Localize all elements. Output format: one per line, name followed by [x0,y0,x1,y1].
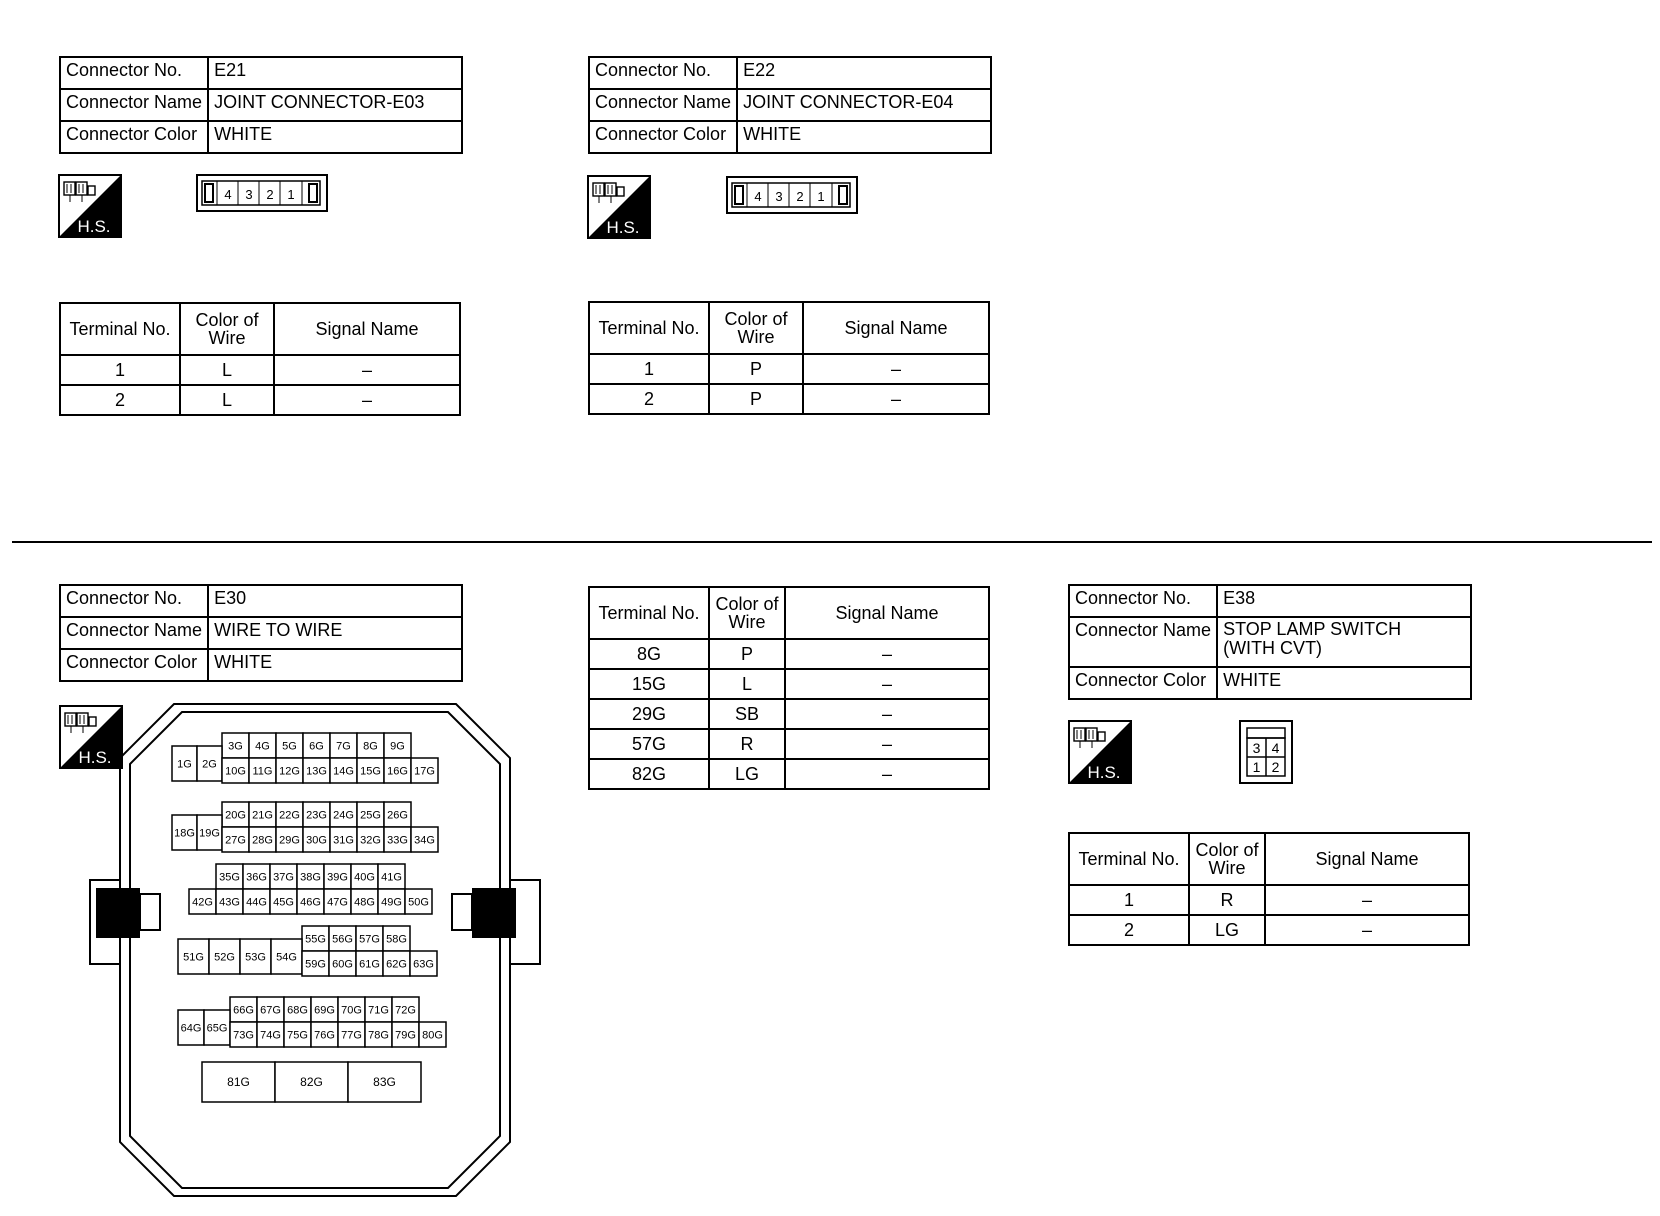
wire-cell: SB [709,699,785,729]
connector-name-value: WIRE TO WIRE [208,617,462,649]
cavity-label: 65G [206,1022,228,1035]
table-row [589,384,989,414]
cavity-label: 23G [306,809,327,822]
pin-label: 1 [287,187,295,202]
table-row [589,729,989,759]
signal-name-header: Signal Name [274,303,460,355]
cavity-label: 45G [273,896,294,909]
connector-no-value: E38 [1217,585,1471,617]
wire-cell: LG [709,759,785,789]
table-row [60,385,460,415]
cavity-label: 73G [233,1029,254,1042]
connector-no-label: Connector No. [60,57,208,89]
pin-label: 3 [1252,740,1261,756]
cavity-label: 24G [333,809,354,822]
connector-no-label: Connector No. [60,585,208,617]
pin-label: 1 [1252,759,1261,775]
cavity-label: 40G [354,871,375,884]
pin-label: 4 [1271,740,1280,756]
signal-cell: – [274,355,460,385]
connector-no-value: E22 [737,57,991,89]
wire-cell: LG [1189,915,1265,945]
color-of-wire-header: Color of Wire [709,302,803,354]
cavity-label: 51G [183,951,204,964]
cavity-label: 43G [219,896,240,909]
e21-hs-symbol [58,174,122,243]
cavity-label: 33G [387,834,408,847]
harness-side-icon [58,174,122,238]
cavity-label: 46G [300,896,321,909]
signal-cell: – [785,729,989,759]
cavity-label: 68G [287,1004,308,1017]
wire-cell: P [709,639,785,669]
e38-terminal-table [1068,832,1470,946]
cavity-label: 67G [260,1004,281,1017]
e22-connector-face [726,176,858,214]
wire-cell: P [709,384,803,414]
cavity-label: 55G [305,933,326,946]
cavity-label: 12G [279,765,300,778]
cavity-label: 62G [386,958,407,971]
connector-name-line2: (WITH CVT) [1223,638,1323,658]
cavity-label: 20G [225,809,246,822]
cavity-label: 57G [359,933,380,946]
cavity-label: 83G [373,1075,396,1089]
e21-info-table [59,56,463,154]
cavity-label: 4G [255,740,270,753]
table-row [1069,885,1469,915]
connector-no-value: E21 [208,57,462,89]
signal-cell: – [274,385,460,415]
connector-name-value: JOINT CONNECTOR-E03 [208,89,462,121]
cavity-label: 75G [287,1029,308,1042]
terminal-cell: 2 [60,385,180,415]
color-of-wire-header: Color of Wire [709,587,785,639]
terminal-no-header: Terminal No. [60,303,180,355]
terminal-cell: 15G [589,669,709,699]
cavity-label: 53G [245,951,266,964]
connector-color-label: Connector Color [60,649,208,681]
pin-label: 2 [266,187,274,202]
cavity-label: 35G [219,871,240,884]
cavity-label: 61G [359,958,380,971]
cavity-label: 31G [333,834,354,847]
cavity-label: 63G [413,958,434,971]
cavity-label: 18G [174,827,195,840]
cavity-label: 27G [225,834,246,847]
hs-label: H.S. [78,748,112,767]
connector-name-value: JOINT CONNECTOR-E04 [737,89,991,121]
cavity-label: 50G [408,896,429,909]
terminal-no-header: Terminal No. [1069,833,1189,885]
cavity-label: 49G [381,896,402,909]
e30-connector-face [86,700,558,1200]
wire-cell: L [180,385,274,415]
cavity-label: 15G [360,765,381,778]
cavity-label: 11G [252,765,273,778]
cavity-label: 76G [314,1029,335,1042]
cavity-label: 58G [386,933,407,946]
signal-cell: – [785,759,989,789]
pin-label: 4 [754,189,762,204]
cavity-label: 19G [199,827,220,840]
terminal-cell: 1 [1069,885,1189,915]
table-row [589,639,989,669]
pin-label: 4 [224,187,232,202]
e22-info-table [588,56,992,154]
cavity-label: 2G [202,758,217,771]
signal-name-header: Signal Name [1265,833,1469,885]
section-divider [12,541,1652,543]
cavity-label: 78G [368,1029,389,1042]
signal-cell: – [785,699,989,729]
terminal-cell: 82G [589,759,709,789]
signal-cell: – [1265,915,1469,945]
terminal-no-header: Terminal No. [589,587,709,639]
connector-name-value [1217,617,1471,667]
cavity-label: 13G [306,765,327,778]
cavity-label: 52G [214,951,235,964]
e38-hs-symbol [1068,720,1132,789]
cavity-label: 74G [260,1029,281,1042]
e21-connector-face [196,174,328,212]
terminal-cell: 1 [60,355,180,385]
harness-side-icon [587,175,651,239]
cavity-label: 34G [414,834,435,847]
wire-cell: R [1189,885,1265,915]
table-row [589,354,989,384]
cavity-label: 21G [252,809,273,822]
cavity-label: 32G [360,834,381,847]
connector-color-label: Connector Color [1069,667,1217,699]
signal-cell: – [785,639,989,669]
cavity-label: 36G [246,871,267,884]
cavity-label: 69G [314,1004,335,1017]
cavity-label: 81G [227,1075,250,1089]
cavity-label: 3G [228,740,243,753]
connector-color-value: WHITE [1217,667,1471,699]
cavity-label: 39G [327,871,348,884]
connector-color-value: WHITE [737,121,991,153]
hs-label: H.S. [77,217,111,236]
signal-cell: – [803,354,989,384]
cavity-label: 6G [309,740,324,753]
cavity-label: 72G [395,1004,416,1017]
table-row [589,699,989,729]
cavity-label: 64G [180,1022,202,1035]
cavity-label: 16G [387,765,408,778]
cavity-label: 56G [332,933,353,946]
cavity-label: 79G [395,1029,416,1042]
terminal-cell: 1 [589,354,709,384]
e30-terminal-table [588,586,990,790]
cavity-label: 9G [390,740,405,753]
terminal-cell: 57G [589,729,709,759]
table-row [1069,915,1469,945]
terminal-no-header: Terminal No. [589,302,709,354]
connector-no-label: Connector No. [1069,585,1217,617]
color-of-wire-header: Color of Wire [1189,833,1265,885]
connector-no-value: E30 [208,585,462,617]
connector-color-label: Connector Color [589,121,737,153]
cavity-label: 48G [354,896,375,909]
terminal-cell: 2 [1069,915,1189,945]
e22-terminal-table [588,301,990,415]
signal-name-header: Signal Name [803,302,989,354]
cavity-label: 37G [273,871,294,884]
pin-label: 3 [775,189,783,204]
connector-color-value: WHITE [208,121,462,153]
signal-name-header: Signal Name [785,587,989,639]
cavity-label: 29G [279,834,300,847]
cavity-label: 8G [363,740,378,753]
e38-connector-face [1239,720,1293,784]
terminal-cell: 8G [589,639,709,669]
pin-label: 1 [817,189,825,204]
pin-label: 3 [245,187,253,202]
cavity-label: 14G [333,765,354,778]
cavity-label: 71G [368,1004,389,1017]
cavity-label: 44G [246,896,267,909]
connector-name-line1: STOP LAMP SWITCH [1223,619,1402,639]
connector-name-label: Connector Name [60,89,208,121]
cavity-label: 25G [360,809,381,822]
e21-terminal-table [59,302,461,416]
cavity-label: 41G [381,871,402,884]
terminal-cell: 29G [589,699,709,729]
cavity-label: 82G [300,1075,323,1089]
cavity-label: 60G [332,958,353,971]
table-row [60,355,460,385]
cavity-label: 47G [327,896,348,909]
cavity-label: 38G [300,871,321,884]
wire-cell: R [709,729,785,759]
e38-info-table [1068,584,1472,700]
color-of-wire-header: Color of Wire [180,303,274,355]
harness-side-icon [1068,720,1132,784]
connector-name-label: Connector Name [589,89,737,121]
terminal-cell: 2 [589,384,709,414]
wire-cell: L [180,355,274,385]
cavity-label: 1G [177,758,192,771]
cavity-label: 7G [336,740,351,753]
pin-label: 2 [796,189,804,204]
hs-label: H.S. [606,218,640,237]
signal-cell: – [785,669,989,699]
cavity-label: 42G [192,896,213,909]
hs-label: H.S. [1087,763,1121,782]
wire-cell: L [709,669,785,699]
cavity-label: 30G [306,834,327,847]
signal-cell: – [1265,885,1469,915]
pin-label: 2 [1271,759,1280,775]
cavity-label: 80G [422,1029,443,1042]
connector-color-value: WHITE [208,649,462,681]
connector-name-label: Connector Name [60,617,208,649]
signal-cell: – [803,384,989,414]
connector-no-label: Connector No. [589,57,737,89]
e22-hs-symbol [587,175,651,244]
table-row [589,669,989,699]
connector-color-label: Connector Color [60,121,208,153]
cavity-label: 77G [341,1029,362,1042]
wire-cell: P [709,354,803,384]
cavity-label: 66G [233,1004,254,1017]
e30-info-table [59,584,463,682]
connector-name-label: Connector Name [1069,617,1217,667]
table-row [589,759,989,789]
cavity-label: 28G [252,834,273,847]
cavity-label: 22G [279,809,300,822]
cavity-label: 59G [305,958,326,971]
cavity-label: 17G [414,765,435,778]
cavity-label: 5G [282,740,297,753]
cavity-label: 70G [341,1004,362,1017]
cavity-label: 10G [225,765,246,778]
cavity-label: 26G [387,809,408,822]
cavity-label: 54G [276,951,297,964]
